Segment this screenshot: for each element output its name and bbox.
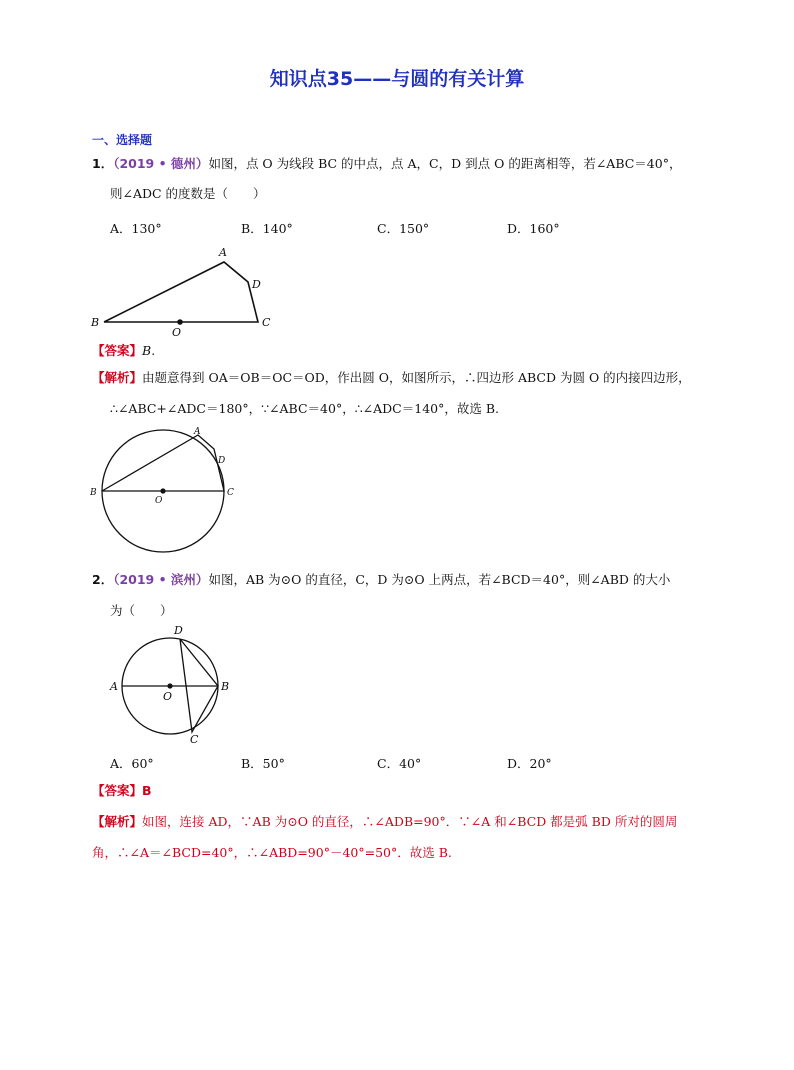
q2-text-line2: 为（ ） <box>110 603 173 618</box>
q1-inscribed-quadrilateral <box>102 435 224 491</box>
q1-text-line2: 则∠ADC 的度数是（ ） <box>110 186 266 201</box>
q1-circle-label-a: A <box>194 427 201 437</box>
q1-analysis-line1 <box>92 372 691 385</box>
q1-analysis-tag: 【解析】 <box>92 370 143 385</box>
q2-label-o: O <box>163 690 173 703</box>
q2-stem <box>92 574 670 587</box>
q1-answer-tag: 【答案】 <box>92 343 143 358</box>
q1-option-c: C．150° <box>377 221 430 236</box>
q2-analysis-line1 <box>92 816 677 829</box>
q2-label-a: A <box>110 680 118 693</box>
q1-quadrilateral-outline <box>104 262 258 322</box>
q2-label-c: C <box>190 733 199 746</box>
q2-analysis-line2: 角，∴∠A＝∠BCD=40°，∴∠ABD=90°－40°=50°．故选 B. <box>92 845 452 860</box>
q2-answer: B <box>142 783 152 798</box>
q1-analysis-line2: ∴∠ABC+∠ADC＝180°，∵∠ABC＝40°，∴∠ADC＝140°，故选 B. <box>110 401 499 416</box>
q1-circle-label-c: C <box>227 488 234 498</box>
q1-analysis-text1: 由题意得到 OA＝OB＝OC＝OD，作出圆 O，如图所示，∴四边形 ABCD 为圆 O 的内接四边形， <box>142 370 691 385</box>
q1-option-a: A．130° <box>110 221 162 236</box>
q2-analysis-text1: 如图，连接 AD，∵AB 为⊙O 的直径，∴∠ADB=90°．∵∠A 和∠BCD 都是弧 BD 所对的圆周 <box>142 814 678 829</box>
q1-figure-circle <box>88 423 248 563</box>
q1-point-o <box>177 319 183 325</box>
q1-number: 1． <box>92 156 114 171</box>
q2-text-line1: 如图，AB 为⊙O 的直径，C，D 为⊙O 上两点，若∠BCD＝40°，则∠ABD 的大小 <box>208 572 671 587</box>
q1-answer: B. <box>142 343 156 358</box>
q1-answer-line <box>92 345 155 358</box>
q1-label-o: O <box>172 326 182 339</box>
q1-circle-label-o: O <box>155 496 163 506</box>
section-heading: 一、选择题 <box>92 133 153 147</box>
q1-option-b: B．140° <box>241 221 293 236</box>
q1-circle-label-b: B <box>90 488 97 498</box>
q1-source: （2019 • 德州） <box>113 156 209 171</box>
q2-analysis-tag: 【解析】 <box>92 814 143 829</box>
q2-figure-circle <box>104 620 244 750</box>
q1-label-a: A <box>219 246 227 259</box>
q2-circle-center <box>167 683 172 688</box>
q2-answer-line <box>92 785 152 798</box>
q1-label-b: B <box>91 316 100 329</box>
q1-stem <box>92 158 681 171</box>
q2-option-a: A．60° <box>110 756 154 771</box>
q2-source: （2019 • 滨州） <box>113 572 209 587</box>
q1-text-line1: 如图，点 O 为线段 BC 的中点，点 A，C，D 到点 O 的距离相等，若∠ABC＝40°， <box>208 156 682 171</box>
q2-option-c: C．40° <box>377 756 422 771</box>
q2-option-b: B．50° <box>241 756 285 771</box>
q1-label-d: D <box>252 278 261 291</box>
q2-number: 2． <box>92 572 114 587</box>
q1-circle-center <box>160 488 165 493</box>
q1-label-c: C <box>262 316 271 329</box>
q2-answer-tag: 【答案】 <box>92 783 143 798</box>
q2-option-d: D．20° <box>507 756 552 771</box>
q1-figure-quadrilateral <box>88 240 288 340</box>
page-title: 知识点35——与圆的有关计算 <box>269 68 525 90</box>
q2-label-d: D <box>174 624 183 637</box>
q2-label-b: B <box>221 680 230 693</box>
q1-circle-label-d: D <box>218 456 226 466</box>
q1-option-d: D．160° <box>507 221 560 236</box>
